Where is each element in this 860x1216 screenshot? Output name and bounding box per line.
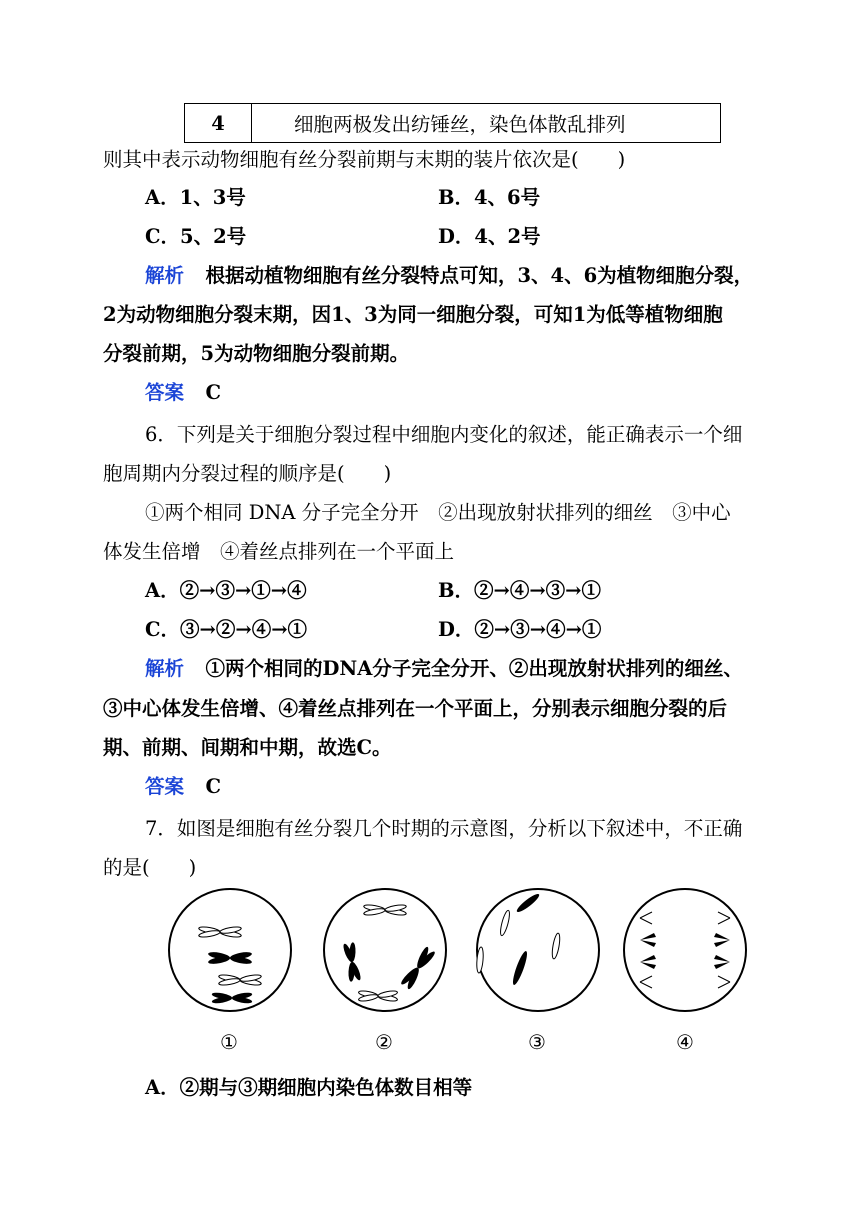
q5-option-d: D．4、2号 [438, 225, 541, 248]
q6-option-a: A．②→③→①→④ [145, 579, 307, 602]
q6-analysis-line-1 [145, 657, 743, 681]
analysis-text: ①两个相同的DNA分子完全分开、②出现放射状排列的细丝、 [205, 657, 743, 680]
q5-stem: 则其中表示动物细胞有丝分裂前期与末期的装片依次是( ) [103, 148, 626, 171]
analysis-text: 根据动植物细胞有丝分裂特点可知，3、4、6为植物细胞分裂， [205, 264, 754, 287]
cell-4 [624, 889, 746, 1011]
q5-option-a: A．1、3号 [145, 186, 246, 209]
table-row-4 [184, 103, 721, 143]
figure-label-1: ① [220, 1030, 238, 1054]
row-description: 细胞两极发出纺锤丝，染色体散乱排列 [252, 104, 721, 143]
q5-option-b: B．4、6号 [438, 186, 541, 209]
q7-option-a: A．②期与③期细胞内染色体数目相等 [145, 1076, 473, 1099]
q6-items-line-1: ①两个相同 DNA 分子完全分开 ②出现放射状排列的细丝 ③中心 [145, 501, 731, 524]
q5-analysis-line-3: 分裂前期，5为动物细胞分裂前期。 [103, 342, 410, 365]
analysis-label: 解析 [145, 264, 185, 287]
q5-analysis-line-2: 2为动物细胞分裂末期，因1、3为同一细胞分裂，可知1为低等植物细胞 [103, 303, 723, 326]
figure-label-4: ④ [676, 1030, 694, 1054]
q5-analysis-line-1 [145, 264, 753, 288]
q6-analysis-line-3: 期、前期、间期和中期，故选C。 [103, 736, 392, 759]
answer-value: C [205, 775, 221, 798]
q6-stem-line-2: 胞周期内分裂过程的顺序是( ) [103, 462, 392, 485]
q5-option-c: C．5、2号 [145, 225, 247, 248]
cell-2 [324, 889, 446, 1011]
answer-label: 答案 [145, 381, 185, 404]
q6-analysis-line-2: ③中心体发生倍增、④着丝点排列在一个平面上，分别表示细胞分裂的后 [103, 697, 728, 720]
q6-answer [145, 775, 221, 799]
q6-items-line-2: 体发生倍增 ④着丝点排列在一个平面上 [103, 540, 455, 563]
mitosis-figure [160, 878, 750, 1058]
figure-label-3: ③ [528, 1030, 546, 1054]
row-number: 4 [185, 104, 252, 143]
q7-stem-line-2: 的是( ) [103, 856, 197, 879]
cell-1 [169, 889, 291, 1011]
q6-option-d: D．②→③→④→① [438, 618, 602, 641]
q6-option-c: C．③→②→④→① [145, 618, 308, 641]
answer-label: 答案 [145, 775, 185, 798]
cell-3 [476, 889, 599, 1011]
q6-stem-line-1: 6．下列是关于细胞分裂过程中细胞内变化的叙述，能正确表示一个细 [145, 423, 743, 446]
answer-value: C [205, 381, 221, 404]
analysis-label: 解析 [145, 657, 185, 680]
q7-stem-line-1: 7．如图是细胞有丝分裂几个时期的示意图，分析以下叙述中，不正确 [145, 817, 743, 840]
q6-option-b: B．②→④→③→① [438, 579, 601, 602]
figure-label-2: ② [375, 1030, 393, 1054]
mitosis-diagram [160, 878, 750, 1028]
q5-answer [145, 381, 221, 405]
